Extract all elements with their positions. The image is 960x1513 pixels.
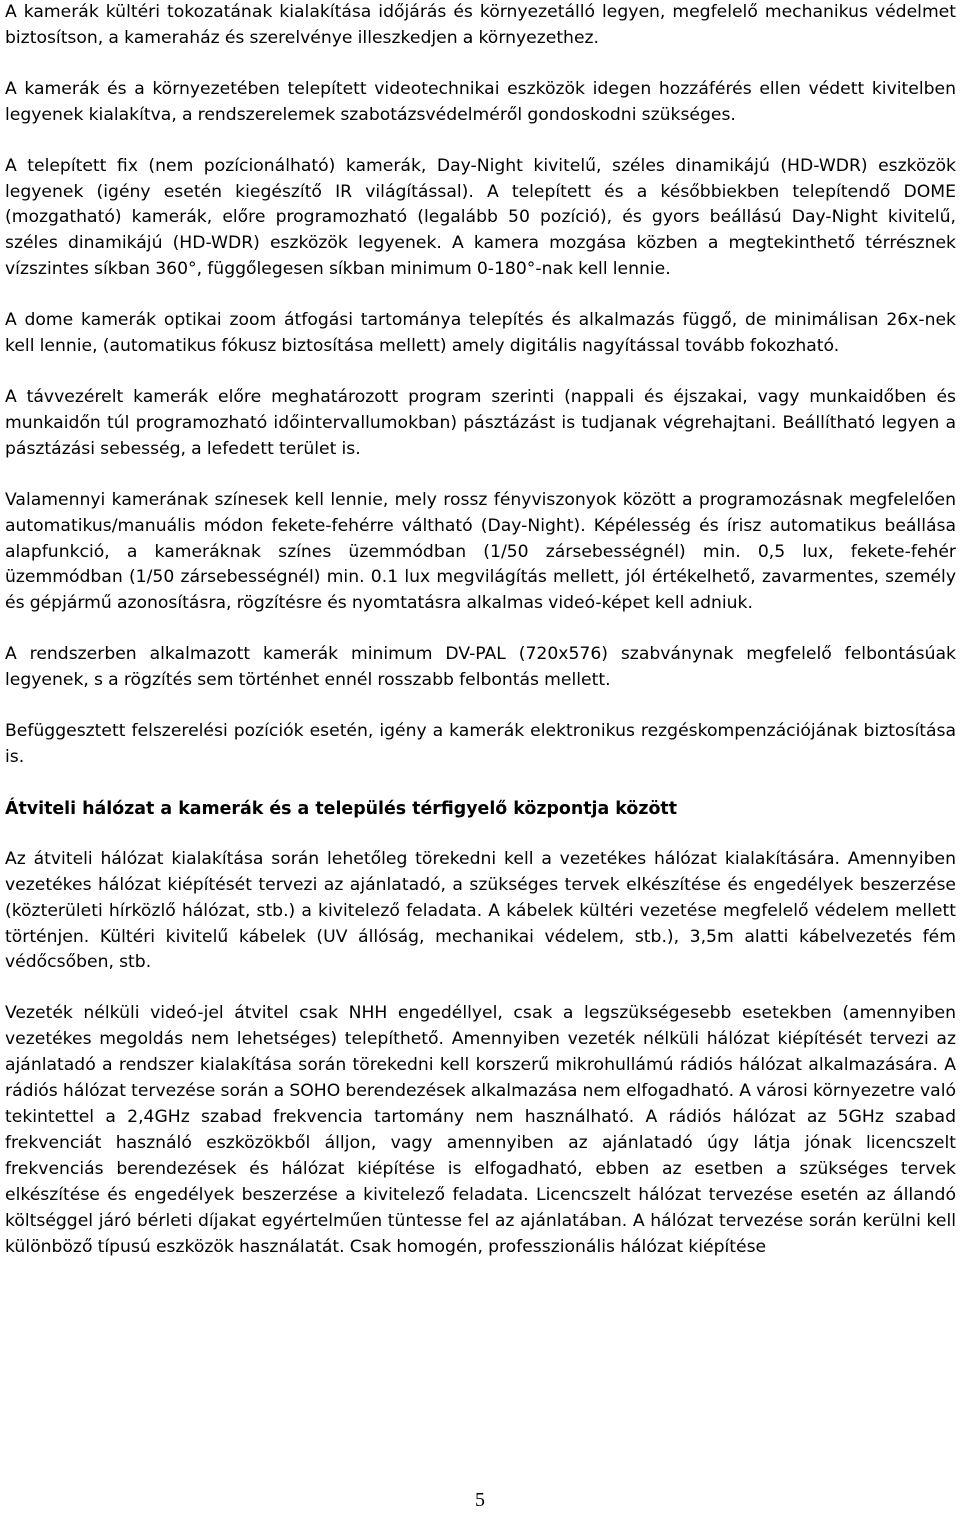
document-page <box>5 0 956 1285</box>
paragraph-wireless-network: Vezeték nélküli videó-jel átvitel csak NHH engedéllyel, csak a legszükségesebb esetekben (amennyiben vezetékes megoldás nem lehetséges) telepíthető. Amennyiben vezeték nélküli hálózat kiépítését tervezi az ajánlatadó a rendszer kialakítása során törekedni kell korszerű mikrohullámú rádiós hálózat alkalmazására. A rádiós hálózat tervezése során a SOHO berendezések alkalmazása nem elfogadható. A városi környezetre való tekintettel a 2,4GHz szabad frekvencia tartomány nem használható. A rádiós hálózat az 5GHz szabad frekvenciát használó eszközökből álljon, vagy amennyiben az ajánlatadó úgy látja jónak licencszelt frekvenciás berendezések és hálózat kiépítése is elfogadható, ebben az esetben a szükséges tervek elkészítése és engedélyek beszerzése a kivitelező feladata. Licencszelt hálózat tervezése esetén az állandó költséggel járó bérleti díjakat egyértelműen tüntesse fel az ajánlatában. A hálózat tervezése során kerülni kell különböző típusú eszközök használatát. Csak homogén, professzionális hálózat kiépítése <box>5 1003 956 1257</box>
paragraph-vibration-compensation: Befüggesztett felszerelési pozíciók esetén, igény a kamerák elektronikus rezgéskompenzációjának biztosítása is. <box>5 721 956 767</box>
paragraph-resolution: A rendszerben alkalmazott kamerák minimum DV-PAL (720x576) szabványnak megfelelő felbontásúak legyenek, s a rögzítés sem történhet ennél rosszabb felbontás mellett. <box>5 644 956 691</box>
paragraph-fixed-and-dome-cameras: A telepített fix (nem pozícionálható) kamerák, Day-Night kivitelű, széles dinamikájú (HD-WDR) eszközök legyenek (igény esetén kiegészítő IR világítással). A telepített és a későbbiekben telepítendő DOME (mozgatható) kamerák, előre programozható (legalább 50 pozíció), és gyors beállású Day-Night kivitelű, széles dinamikájú (HD-WDR) eszközök legyenek. A kamera mozgása közben a megtekinthető térrésznek vízszintes síkban 360°, függőlegesen síkban minimum 0-180°-nak kell lennie. <box>5 155 956 280</box>
page-number: 5 <box>475 1489 485 1511</box>
paragraph-remote-scanning: A távvezérelt kamerák előre meghatározott program szerinti (nappali és éjszakai, vagy munkaidőben és munkaidőn túl programozható időintervallumokban) pásztázást is tudjanak végrehajtani. Beállítható legyen a pásztázási sebesség, a lefedett terület is. <box>5 386 956 459</box>
paragraph-wired-network: Az átviteli hálózat kialakítása során lehetőleg törekedni kell a vezetékes hálózat kialakítására. Amennyiben vezetékes hálózat kiépítését tervezi az ajánlatadó, a szükséges tervek elkészítése és engedélyek beszerzése (közterületi hírközlő hálózat, stb.) a kivitelező feladata. A kábelek kültéri vezetése megfelelő védelem mellett történjen. Kültéri kivitelű kábelek (UV állóság, mechanikai védelem, stb.), 3,5m alatti kábelvezetés fém védőcsőben, stb. <box>5 848 956 973</box>
paragraph-housing: A kamerák kültéri tokozatának kialakítása időjárás és környezetálló legyen, megfelelő mechanikus védelmet biztosítson, a kameraház és szerelvénye illeszkedjen a környezethez. <box>5 2 956 48</box>
paragraph-color-day-night: Valamennyi kamerának színesek kell lennie, mely rossz fényviszonyok között a programozásnak megfelelően automatikus/manuális módon fekete-fehérre váltható (Day-Night). Képélesség és írisz automatikus beállása alapfunkció, a kameráknak színes üzemmódban (1/50 zársebességnél) min. 0,5 lux, fekete-fehér üzemmódban (1/50 zársebességnél) min. 0.1 lux megvilágítás mellett, jól értékelhető, zavarmentes, személy és gépjármű azonosításra, rögzítésre és nyomtatásra alkalmas videó-képet kell adniuk. <box>5 489 956 614</box>
paragraph-tamper-protection: A kamerák és a környezetében telepített videotechnikai eszközök idegen hozzáférés ellen védett kivitelben legyenek kialakítva, a rendszerelemek szabotázsvédelméről gondoskodni szükséges. <box>5 78 956 125</box>
section-heading: Átviteli hálózat a kamerák és a település térfigyelő központja között <box>5 798 678 819</box>
paragraph-optical-zoom: A dome kamerák optikai zoom átfogási tartománya telepítés és alkalmazás függő, de minimálisan 26x-nek kell lennie, (automatikus fókusz biztosítása mellett) amely digitális nagyítással tovább fokozható. <box>5 310 956 357</box>
